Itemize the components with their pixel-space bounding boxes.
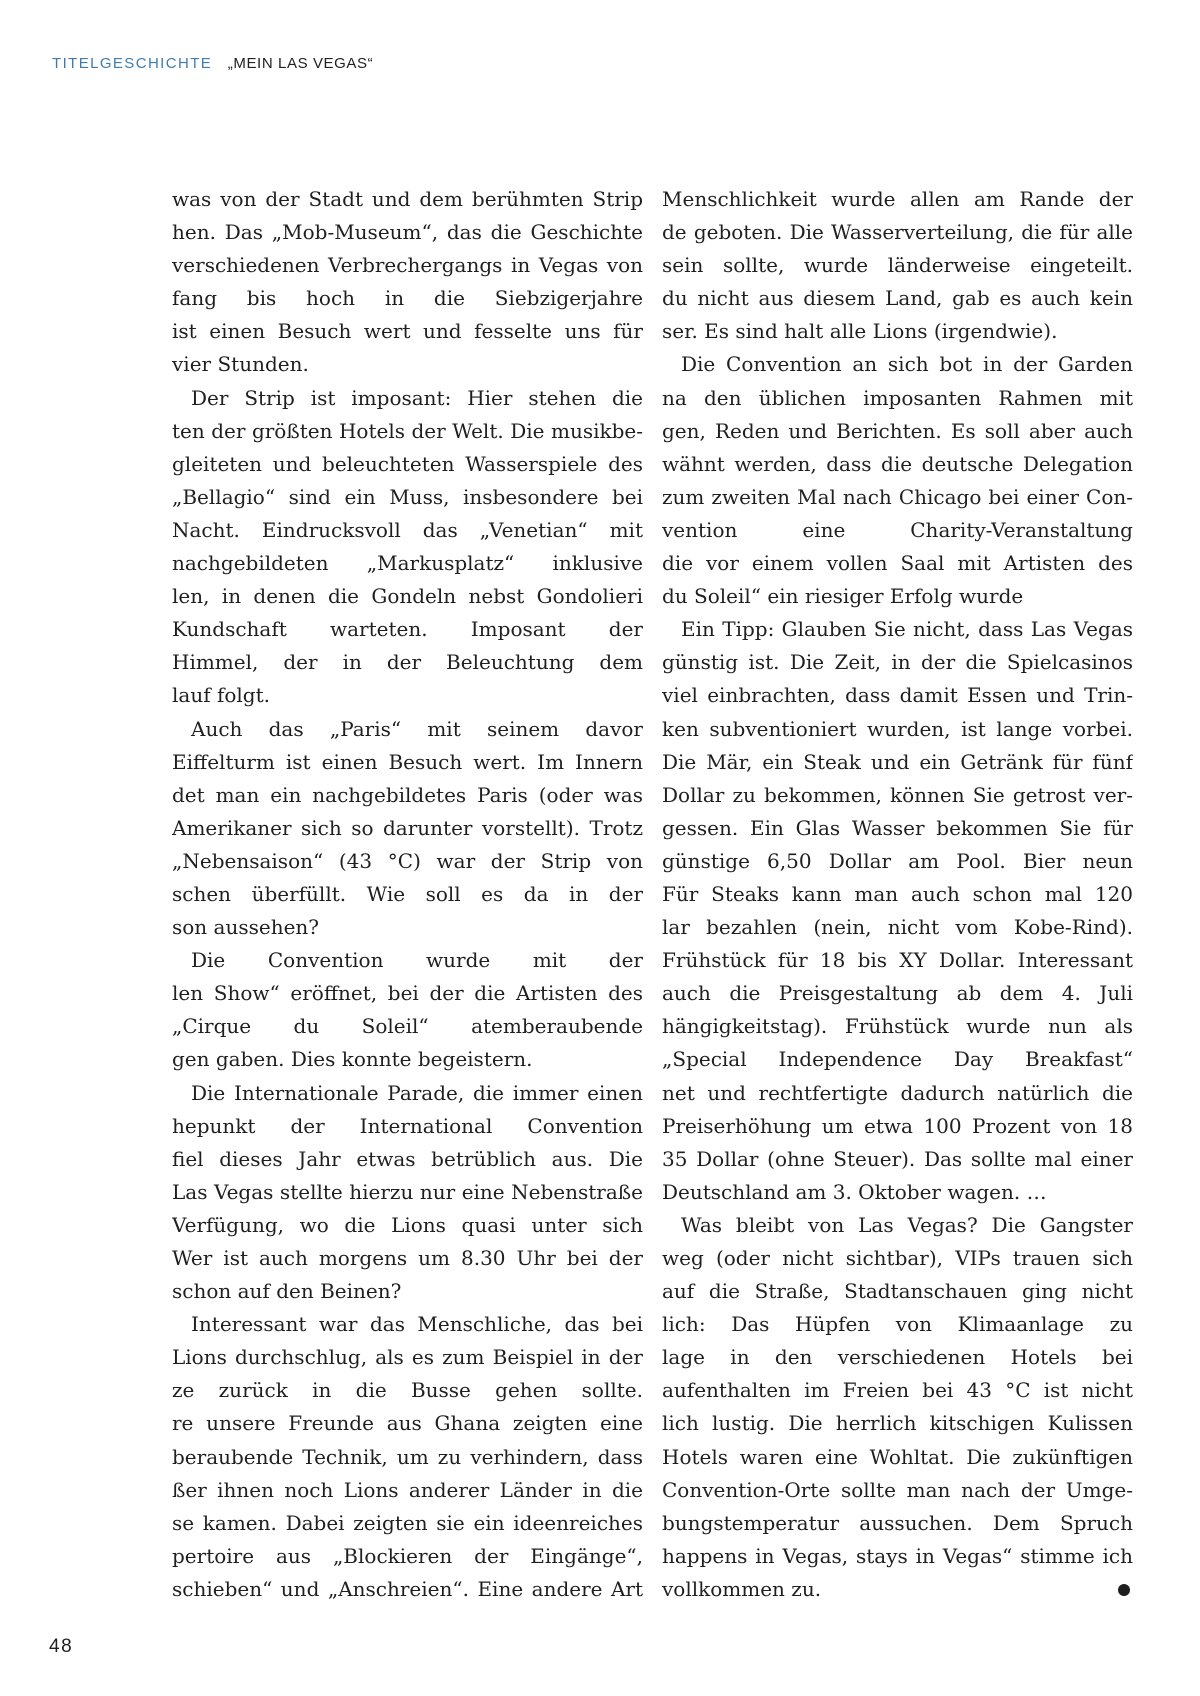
text-line-content: Für Steaks kann man auch schon mal 120 <box>662 881 1133 906</box>
text-line <box>662 382 1133 415</box>
text-line <box>662 1209 1133 1242</box>
text-line-content: vollkommen zu. <box>662 1576 822 1601</box>
text-line <box>662 1275 1133 1308</box>
text-line <box>662 878 1133 911</box>
text-line-content: ßer ihnen noch Lions anderer Länder in die <box>172 1477 643 1502</box>
text-line-content: „Bellagio“ sind ein Muss, insbesondere bei <box>172 484 643 509</box>
text-line <box>662 1110 1133 1143</box>
text-line-content: Convention-Orte sollte man nach der Umge- <box>662 1477 1133 1502</box>
text-line-content: bungstemperatur aussuchen. Dem Spruch <box>662 1510 1133 1535</box>
text-line <box>662 1242 1133 1275</box>
text-line-content: net und rechtfertigte dadurch natürlich die <box>662 1080 1133 1105</box>
text-line-content: du Soleil“ ein riesiger Erfolg wurde <box>662 584 1024 609</box>
text-line-content: Kundschaft warteten. Imposant der <box>172 617 643 642</box>
text-line-content: lich: Das Hüpfen von Klimaanlage zu <box>662 1312 1133 1337</box>
text-line <box>172 1474 643 1507</box>
text-line <box>172 911 643 944</box>
text-line-content: Die Internationale Parade, die immer einen <box>191 1080 643 1105</box>
text-line-content: ten der größten Hotels der Welt. Die musikbe- <box>172 418 643 443</box>
text-line-content: die vor einem vollen Saal mit Artisten des <box>662 551 1133 576</box>
text-line-content: len, in denen die Gondeln nebst Gondolieri <box>172 584 643 609</box>
text-line-content: len Show“ eröffnet, bei der die Artisten des <box>172 981 643 1006</box>
text-line-content: ist einen Besuch wert und fesselte uns für <box>172 319 643 344</box>
text-line-content: fang bis hoch in die Siebzigerjahre <box>172 286 643 311</box>
text-line <box>172 348 643 381</box>
text-line-content: Amerikaner sich so darunter vorstellt). Trotz <box>172 815 643 840</box>
text-line <box>172 1010 643 1043</box>
text-line-content: schon auf den Beinen? <box>172 1279 402 1304</box>
lions-end-mark-icon <box>1118 1584 1130 1596</box>
text-line <box>172 613 643 646</box>
text-line <box>662 679 1133 712</box>
text-line-content: lauf folgt. <box>172 683 270 708</box>
text-line-content: Ein Tipp: Glauben Sie nicht, dass Las Vegas <box>681 617 1133 642</box>
text-line-content: de geboten. Die Wasserverteilung, die für alle <box>662 220 1133 245</box>
text-line-content: schieben“ und „Anschreien“. Eine andere Art <box>172 1576 643 1601</box>
text-line <box>172 746 643 779</box>
text-line-content: 35 Dollar (ohne Steuer). Das sollte mal einer <box>662 1146 1133 1171</box>
text-line-content: vier Stunden. <box>172 352 309 377</box>
text-line <box>172 382 643 415</box>
text-line-content: happens in Vegas, stays in Vegas“ stimme ich <box>662 1543 1133 1568</box>
text-line <box>172 216 643 249</box>
text-line-content: ser. Es sind halt alle Lions (irgendwie). <box>662 319 1058 344</box>
text-line <box>172 1242 643 1275</box>
text-line <box>662 1341 1133 1374</box>
text-line <box>662 1441 1133 1474</box>
text-line-content: ze zurück in die Busse gehen sollte. <box>172 1378 643 1403</box>
text-line <box>662 1507 1133 1540</box>
text-line <box>172 282 643 315</box>
text-line-content: fiel dieses Jahr etwas betrüblich aus. Die <box>172 1146 643 1171</box>
text-line-content: Der Strip ist imposant: Hier stehen die <box>191 385 643 410</box>
text-line-content: verschiedenen Verbrechergangs in Vegas von <box>172 253 643 278</box>
text-line <box>172 1043 643 1076</box>
text-line <box>662 183 1133 216</box>
text-line-content: lich lustig. Die herrlich kitschigen Kulissen <box>662 1411 1133 1436</box>
text-line <box>662 514 1133 547</box>
text-line-content: son aussehen? <box>172 915 320 940</box>
text-line <box>172 448 643 481</box>
text-line <box>172 1573 643 1606</box>
text-line-content: se kamen. Dabei zeigten sie ein ideenreiches <box>172 1510 643 1535</box>
text-line-content: aufenthalten im Freien bei 43 °C ist nicht <box>662 1378 1133 1403</box>
text-line <box>172 1077 643 1110</box>
text-line <box>172 1341 643 1374</box>
text-line <box>662 1010 1133 1043</box>
text-line-content: beraubende Technik, um zu verhindern, dass <box>172 1444 643 1469</box>
text-line <box>662 746 1133 779</box>
text-line <box>172 547 643 580</box>
text-line-content: lage in den verschiedenen Hotels bei <box>662 1345 1133 1370</box>
text-line-content: Die Mär, ein Steak und ein Getränk für fünf <box>662 749 1133 774</box>
text-line <box>172 977 643 1010</box>
text-line-content: gen gaben. Dies konnte begeistern. <box>172 1047 533 1072</box>
text-line-content: ken subventioniert wurden, ist lange vorbei. <box>662 716 1133 741</box>
text-line <box>172 1209 643 1242</box>
text-line-content: Deutschland am 3. Oktober wagen. … <box>662 1179 1047 1204</box>
text-line-content: Die Convention an sich bot in der Garden <box>681 352 1133 377</box>
text-line <box>172 1308 643 1341</box>
text-line-content: auch die Preisgestaltung ab dem 4. Juli <box>662 981 1133 1006</box>
text-line <box>172 1374 643 1407</box>
text-line-content: Die Convention wurde mit der <box>191 948 643 973</box>
text-line <box>172 944 643 977</box>
text-line <box>172 713 643 746</box>
text-line <box>172 779 643 812</box>
text-line-content: Lions durchschlug, als es zum Beispiel in der <box>172 1345 643 1370</box>
text-line-content: Menschlichkeit wurde allen am Rande der <box>662 187 1133 211</box>
text-line-content: viel einbrachten, dass damit Essen und Trin- <box>662 683 1133 708</box>
text-line-content: Dollar zu bekommen, können Sie getrost ver- <box>662 782 1133 807</box>
text-line <box>662 1143 1133 1176</box>
text-line-content: „Special Independence Day Breakfast“ <box>662 1047 1133 1072</box>
text-line-content: „Cirque du Soleil“ atemberaubende <box>172 1014 643 1039</box>
text-line-content: Frühstück für 18 bis XY Dollar. Interessant <box>662 948 1133 973</box>
text-line-content: gessen. Ein Glas Wasser bekommen Sie für <box>662 815 1133 840</box>
text-line-content: Las Vegas stellte hierzu nur eine Nebenstraße <box>172 1179 643 1204</box>
text-line-content: hängigkeitstag). Frühstück wurde nun als <box>662 1014 1133 1039</box>
text-line <box>172 183 643 216</box>
text-line-content: weg (oder nicht sichtbar), VIPs trauen sich <box>662 1246 1133 1270</box>
text-line <box>662 944 1133 977</box>
text-line <box>172 1407 643 1440</box>
text-line-content: wähnt werden, dass die deutsche Delegation <box>662 451 1133 476</box>
text-line-content: zum zweiten Mal nach Chicago bei einer Con- <box>662 484 1133 509</box>
text-line <box>172 580 643 613</box>
text-line <box>172 646 643 679</box>
text-line <box>172 1540 643 1573</box>
text-line <box>662 580 1133 613</box>
text-line-content: na den üblichen imposanten Rahmen mit <box>662 385 1133 410</box>
text-line <box>172 878 643 911</box>
text-line <box>172 1507 643 1540</box>
article-column-right <box>662 183 1133 1606</box>
text-line <box>172 249 643 282</box>
text-line-content: det man ein nachgebildetes Paris (oder was <box>172 782 643 807</box>
text-line <box>172 415 643 448</box>
text-line <box>662 415 1133 448</box>
text-line-content: hen. Das „Mob-Museum“, das die Geschichte <box>172 220 643 245</box>
text-line-content: günstige 6,50 Dollar am Pool. Bier neun <box>662 848 1133 873</box>
text-line <box>662 1308 1133 1341</box>
text-line-content: gen, Reden und Berichten. Es soll aber auch <box>662 418 1133 443</box>
text-line <box>662 646 1133 679</box>
text-line <box>172 1143 643 1176</box>
text-line-content: hepunkt der International Convention <box>172 1113 643 1138</box>
text-line-content: Himmel, der in der Beleuchtung dem <box>172 650 643 675</box>
text-line <box>662 1077 1133 1110</box>
text-line <box>662 481 1133 514</box>
text-line <box>172 1441 643 1474</box>
article-column-left <box>172 183 643 1606</box>
text-line <box>662 613 1133 646</box>
text-line <box>172 315 643 348</box>
text-line <box>662 845 1133 878</box>
text-line <box>172 1275 643 1308</box>
text-line <box>662 315 1133 348</box>
text-line <box>662 1374 1133 1407</box>
text-line <box>172 481 643 514</box>
header-topic: „MEIN LAS VEGAS“ <box>227 55 374 72</box>
text-line <box>662 448 1133 481</box>
text-line <box>662 977 1133 1010</box>
text-line-content: Nacht. Eindrucksvoll das „Venetian“ mit <box>172 517 643 542</box>
text-line-content: nachgebildeten „Markusplatz“ inklusive <box>172 551 643 576</box>
text-line-content: „Nebensaison“ (43 °C) war der Strip von <box>172 848 643 873</box>
text-line <box>662 1176 1133 1209</box>
text-line <box>662 249 1133 282</box>
text-line <box>172 1110 643 1143</box>
text-line-content: schen überfüllt. Wie soll es da in der <box>172 881 643 906</box>
text-line <box>662 547 1133 580</box>
text-line <box>172 1176 643 1209</box>
text-line <box>662 1573 1133 1606</box>
text-line <box>662 1540 1133 1573</box>
text-line-content: Verfügung, wo die Lions quasi unter sich <box>172 1212 643 1237</box>
text-line <box>662 779 1133 812</box>
text-line-content: vention eine Charity-Veranstaltung <box>662 517 1133 542</box>
text-line <box>172 845 643 878</box>
text-line-content: gleiteten und beleuchteten Wasserspiele des <box>172 451 643 476</box>
text-line-content: Was bleibt von Las Vegas? Die Gangster <box>681 1212 1133 1237</box>
text-line <box>662 812 1133 845</box>
header-section: TITELGESCHICHTE <box>52 55 213 72</box>
text-line-content: Hotels waren eine Wohltat. Die zukünftigen <box>662 1444 1133 1469</box>
text-line <box>172 679 643 712</box>
text-line-content: Interessant war das Menschliche, das bei <box>191 1312 643 1337</box>
text-line-content: Eiffelturm ist einen Besuch wert. Im Innern <box>172 749 643 774</box>
text-line-content: pertoire aus „Blockieren der Eingänge“, <box>172 1543 643 1568</box>
page-number: 48 <box>49 1636 74 1657</box>
text-line <box>662 713 1133 746</box>
text-line <box>662 1407 1133 1440</box>
text-line <box>662 348 1133 381</box>
text-line-content: Preiserhöhung um etwa 100 Prozent von 18 <box>662 1113 1133 1138</box>
text-line-content: was von der Stadt und dem berühmten Strip <box>172 187 643 211</box>
running-header <box>52 55 373 72</box>
text-line-content: Auch das „Paris“ mit seinem davor <box>191 716 643 741</box>
text-line-content: re unsere Freunde aus Ghana zeigten eine <box>172 1411 643 1436</box>
text-line-content: sein sollte, wurde länderweise eingeteilt. <box>662 253 1133 278</box>
text-line-content: Wer ist auch morgens um 8.30 Uhr bei der <box>172 1246 643 1270</box>
text-line <box>172 514 643 547</box>
text-line-content: günstig ist. Die Zeit, in der die Spielcasinos <box>662 650 1133 675</box>
text-line <box>172 812 643 845</box>
text-line <box>662 1474 1133 1507</box>
text-line <box>662 911 1133 944</box>
text-line <box>662 1043 1133 1076</box>
text-line-content: lar bezahlen (nein, nicht vom Kobe-Rind). <box>662 915 1133 940</box>
text-line <box>662 282 1133 315</box>
text-line <box>662 216 1133 249</box>
text-line-content: du nicht aus diesem Land, gab es auch kein <box>662 286 1133 311</box>
text-line-content: auf die Straße, Stadtanschauen ging nicht <box>662 1279 1133 1304</box>
